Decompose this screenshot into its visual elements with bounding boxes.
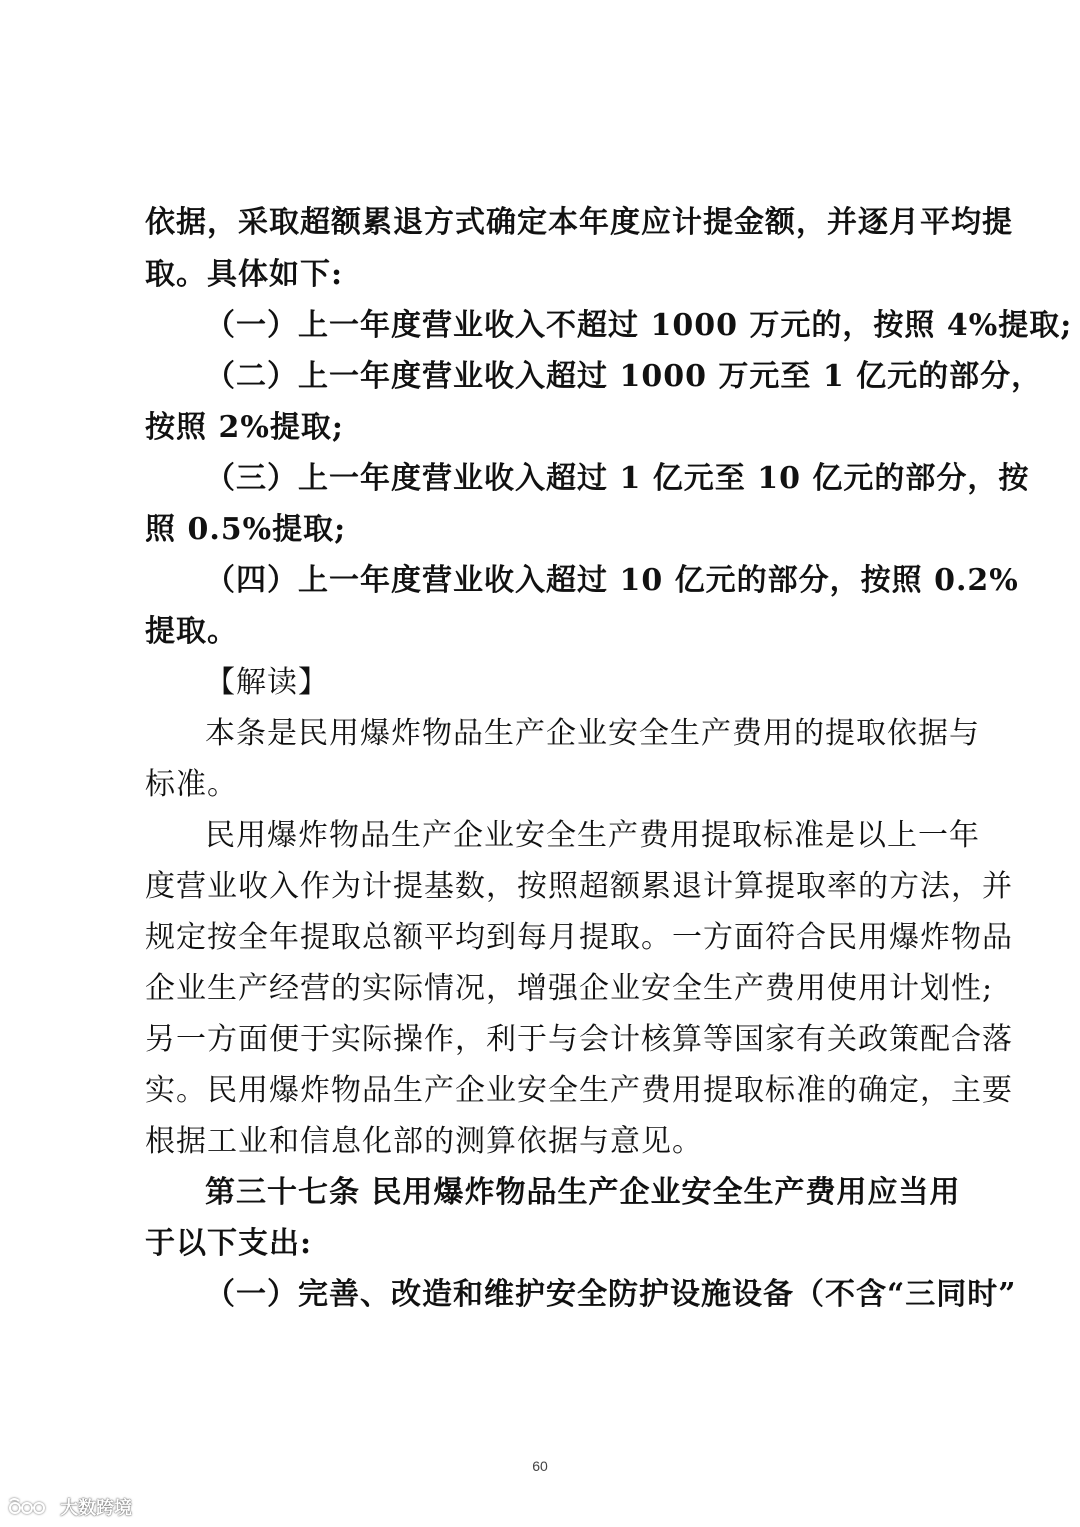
paragraph-line: （一）完善、改造和维护安全防护设施设备（不含“三同时” (205, 1277, 1017, 1312)
paragraph-line: 根据工业和信息化部的测算依据与意见。 (145, 1124, 703, 1159)
paragraph-line: 实。民用爆炸物品生产企业安全生产费用提取标准的确定，主要 (145, 1073, 1013, 1108)
paragraph-line: （二）上一年度营业收入超过 1000 万元至 1 亿元的部分， (205, 359, 1043, 394)
watermark-logo-icon (8, 1496, 54, 1518)
paragraph-line: 提取。 (145, 614, 238, 649)
paragraph-line: 取。具体如下: (145, 257, 344, 292)
paragraph-line: （四）上一年度营业收入超过 10 亿元的部分，按照 0.2% (205, 563, 1019, 598)
paragraph-line: 另一方面便于实际操作，利于与会计核算等国家有关政策配合落 (145, 1022, 1013, 1057)
paragraph-line: 民用爆炸物品生产企业安全生产费用提取标准是以上一年 (205, 818, 980, 853)
paragraph-line: 依据，采取超额累退方式确定本年度应计提金额，并逐月平均提 (145, 205, 1013, 240)
watermark (8, 1494, 132, 1520)
watermark-text: 大数跨境 (60, 1498, 132, 1519)
paragraph-line: 于以下支出: (145, 1226, 313, 1261)
paragraph-line: （一）上一年度营业收入不超过 1000 万元的，按照 4%提取; (205, 308, 1073, 343)
page-number: 60 (532, 1458, 548, 1474)
paragraph-line: 企业生产经营的实际情况，增强企业安全生产费用使用计划性; (145, 971, 994, 1006)
paragraph-line: 标准。 (145, 767, 238, 802)
paragraph-line: 度营业收入作为计提基数，按照超额累退计算提取率的方法，并 (145, 869, 1013, 904)
article-heading: 第三十七条 民用爆炸物品生产企业安全生产费用应当用 (205, 1175, 961, 1210)
paragraph-line: 规定按全年提取总额平均到每月提取。一方面符合民用爆炸物品 (145, 920, 1013, 955)
section-heading-interpretation: 【解读】 (205, 665, 329, 700)
paragraph-line: （三）上一年度营业收入超过 1 亿元至 10 亿元的部分，按 (205, 461, 1030, 496)
paragraph-line: 照 0.5%提取; (145, 512, 347, 547)
paragraph-line: 按照 2%提取; (145, 410, 344, 445)
paragraph-line: 本条是民用爆炸物品生产企业安全生产费用的提取依据与 (205, 716, 980, 751)
